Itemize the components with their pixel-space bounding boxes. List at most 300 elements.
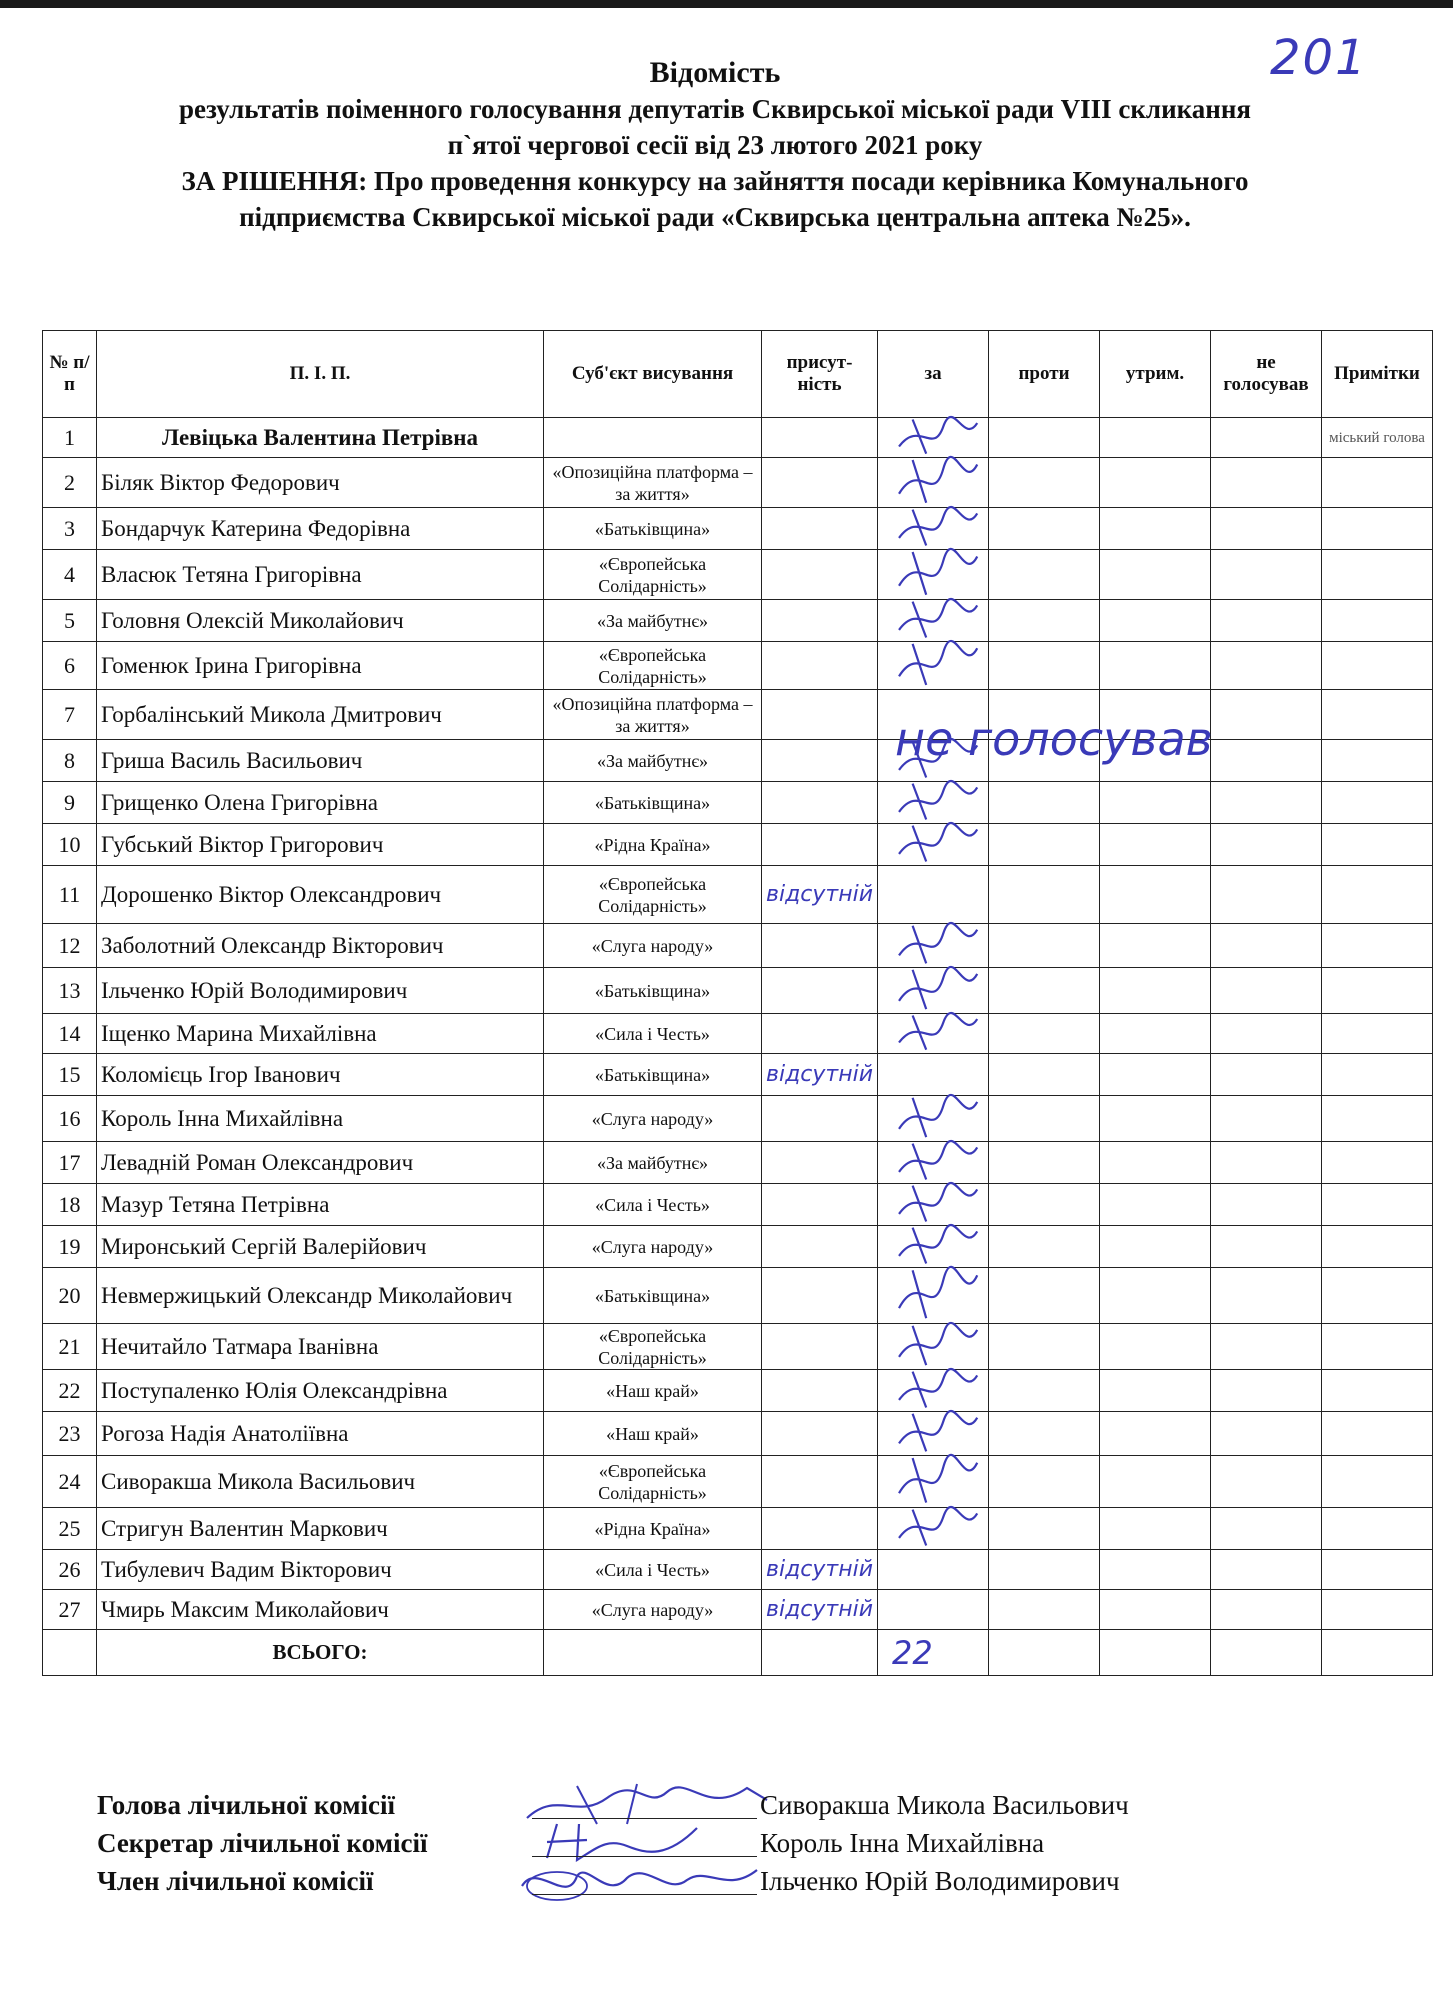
vote-against-cell xyxy=(989,1550,1100,1590)
not-voted-cell xyxy=(1211,1412,1322,1456)
nominating-party: «Рідна Країна» xyxy=(544,824,762,866)
note-cell xyxy=(1322,1096,1433,1142)
nominating-party: «Слуга народу» xyxy=(544,1226,762,1268)
row-number: 24 xyxy=(43,1456,97,1508)
decision-line-2: підприємства Сквирської міської ради «Сквирська центральна аптека №25». xyxy=(239,202,1191,232)
row-number: 11 xyxy=(43,866,97,924)
table-row xyxy=(43,458,1433,508)
member-name: Ільченко Юрій Володимирович xyxy=(760,1866,1120,1896)
presence-mark: відсутній xyxy=(762,1590,878,1630)
not-voted-cell xyxy=(1211,1456,1322,1508)
nominating-party: «За майбутнє» xyxy=(544,740,762,782)
vote-against-cell xyxy=(989,1184,1100,1226)
vote-abstain-cell xyxy=(1100,1226,1211,1268)
table-row xyxy=(43,418,1433,458)
vote-against-cell xyxy=(989,1226,1100,1268)
nominating-party: «Опозиційна платформа – за життя» xyxy=(544,690,762,740)
table-row xyxy=(43,1550,1433,1590)
table-row xyxy=(43,1054,1433,1096)
vote-for-cell xyxy=(878,1054,989,1096)
vote-against-cell xyxy=(989,1456,1100,1508)
note-cell xyxy=(1322,740,1433,782)
vote-against-cell xyxy=(989,458,1100,508)
note-cell xyxy=(1322,550,1433,600)
vote-abstain-cell xyxy=(1100,866,1211,924)
vote-against-cell xyxy=(989,1590,1100,1630)
table-row xyxy=(43,1142,1433,1184)
vote-for-cell xyxy=(878,508,989,550)
member-signature-icon xyxy=(517,1856,777,1904)
table-row xyxy=(43,1508,1433,1550)
row-number: 13 xyxy=(43,968,97,1014)
note-cell xyxy=(1322,1370,1433,1412)
deputy-name: Коломієць Ігор Іванович xyxy=(97,1054,544,1096)
nominating-party: «Батьківщина» xyxy=(544,1268,762,1324)
total-row xyxy=(43,1630,1433,1676)
vote-for-cell xyxy=(878,866,989,924)
presence-mark xyxy=(762,1456,878,1508)
table-row xyxy=(43,824,1433,866)
deputy-name: Невмержицький Олександр Миколайович xyxy=(97,1268,544,1324)
vote-abstain-cell xyxy=(1100,824,1211,866)
note-cell xyxy=(1322,924,1433,968)
presence-mark xyxy=(762,1268,878,1324)
vote-abstain-cell xyxy=(1100,1014,1211,1054)
vote-abstain-cell xyxy=(1100,1142,1211,1184)
vote-abstain-cell xyxy=(1100,968,1211,1014)
not-voted-cell xyxy=(1211,418,1322,458)
presence-mark xyxy=(762,1096,878,1142)
deputy-name: Заболотний Олександр Вікторович xyxy=(97,924,544,968)
vote-abstain-cell xyxy=(1100,1370,1211,1412)
vote-against-cell xyxy=(989,508,1100,550)
header-not-voted: не голосував xyxy=(1211,331,1322,418)
row-number: 20 xyxy=(43,1268,97,1324)
vote-against-cell xyxy=(989,824,1100,866)
vote-against-cell xyxy=(989,418,1100,458)
table-row xyxy=(43,1370,1433,1412)
table-row xyxy=(43,968,1433,1014)
presence-mark xyxy=(762,782,878,824)
row-number: 12 xyxy=(43,924,97,968)
vote-for-cell xyxy=(878,968,989,1014)
table-row xyxy=(43,1184,1433,1226)
not-voted-cell xyxy=(1211,1590,1322,1630)
note-cell xyxy=(1322,824,1433,866)
deputy-name: Біляк Віктор Федорович xyxy=(97,458,544,508)
deputy-name: Власюк Тетяна Григорівна xyxy=(97,550,544,600)
vote-abstain-cell xyxy=(1100,1324,1211,1370)
vote-abstain-cell xyxy=(1100,642,1211,690)
note-cell xyxy=(1322,1590,1433,1630)
vote-for-cell xyxy=(878,1324,989,1370)
row-number: 2 xyxy=(43,458,97,508)
deputy-name: Грищенко Олена Григорівна xyxy=(97,782,544,824)
table-row xyxy=(43,740,1433,782)
row-number: 9 xyxy=(43,782,97,824)
note-cell xyxy=(1322,1324,1433,1370)
member-signature-line xyxy=(532,1894,757,1895)
vote-for-cell xyxy=(878,1014,989,1054)
presence-mark xyxy=(762,1508,878,1550)
not-voted-cell xyxy=(1211,1226,1322,1268)
total-party-cell xyxy=(544,1630,762,1676)
note-cell xyxy=(1322,600,1433,642)
scan-edge xyxy=(0,0,1453,8)
vote-abstain-cell xyxy=(1100,550,1211,600)
nominating-party: «Європейська Солідарність» xyxy=(544,1456,762,1508)
row-number: 7 xyxy=(43,690,97,740)
vote-against-cell xyxy=(989,1412,1100,1456)
vote-against-cell xyxy=(989,1324,1100,1370)
table-row xyxy=(43,1014,1433,1054)
row-number: 4 xyxy=(43,550,97,600)
not-voted-cell xyxy=(1211,1142,1322,1184)
vote-for-cell xyxy=(878,1456,989,1508)
vote-for-cell xyxy=(878,642,989,690)
vote-abstain-cell xyxy=(1100,782,1211,824)
not-voted-cell xyxy=(1211,690,1322,740)
presence-mark xyxy=(762,968,878,1014)
table-row xyxy=(43,508,1433,550)
header-num: № п/п xyxy=(43,331,97,418)
note-cell xyxy=(1322,1508,1433,1550)
vote-against-cell xyxy=(989,866,1100,924)
total-present-cell xyxy=(762,1630,878,1676)
not-voted-cell xyxy=(1211,1014,1322,1054)
note-cell xyxy=(1322,1054,1433,1096)
presence-mark xyxy=(762,550,878,600)
row-number: 22 xyxy=(43,1370,97,1412)
deputy-name: Левадній Роман Олександрович xyxy=(97,1142,544,1184)
presence-mark xyxy=(762,1014,878,1054)
vote-against-cell xyxy=(989,600,1100,642)
note-cell xyxy=(1322,1412,1433,1456)
table-row xyxy=(43,550,1433,600)
not-voted-cell xyxy=(1211,1324,1322,1370)
row-number: 19 xyxy=(43,1226,97,1268)
vote-abstain-cell xyxy=(1100,924,1211,968)
vote-for-cell xyxy=(878,1268,989,1324)
presence-mark xyxy=(762,418,878,458)
header-for: за xyxy=(878,331,989,418)
not-voted-cell xyxy=(1211,642,1322,690)
vote-against-cell xyxy=(989,924,1100,968)
handwritten-page-number: 201 xyxy=(1270,30,1368,86)
presence-mark xyxy=(762,740,878,782)
vote-abstain-cell xyxy=(1100,1054,1211,1096)
not-voted-cell xyxy=(1211,458,1322,508)
table-row xyxy=(43,690,1433,740)
vote-abstain-cell xyxy=(1100,1096,1211,1142)
nominating-party: «Батьківщина» xyxy=(544,782,762,824)
vote-for-cell xyxy=(878,1508,989,1550)
not-voted-cell xyxy=(1211,924,1322,968)
vote-for-cell xyxy=(878,1412,989,1456)
header-against: проти xyxy=(989,331,1100,418)
vote-abstain-cell xyxy=(1100,508,1211,550)
vote-abstain-cell xyxy=(1100,1508,1211,1550)
header-present: присут-ність xyxy=(762,331,878,418)
nominating-party: «Слуга народу» xyxy=(544,1590,762,1630)
secretary-role: Секретар лічильної комісії xyxy=(97,1828,428,1858)
note-cell xyxy=(1322,1226,1433,1268)
nominating-party: «Європейська Солідарність» xyxy=(544,550,762,600)
not-voted-cell xyxy=(1211,782,1322,824)
vote-against-cell xyxy=(989,1508,1100,1550)
deputy-name: Чмирь Максим Миколайович xyxy=(97,1590,544,1630)
vote-against-cell xyxy=(989,782,1100,824)
vote-against-cell xyxy=(989,1142,1100,1184)
document-header xyxy=(60,55,1370,235)
table-row xyxy=(43,1412,1433,1456)
nominating-party: «Сила і Честь» xyxy=(544,1184,762,1226)
total-label: ВСЬОГО: xyxy=(97,1630,544,1676)
row-number: 23 xyxy=(43,1412,97,1456)
presence-mark xyxy=(762,1184,878,1226)
not-voted-cell xyxy=(1211,968,1322,1014)
note-cell xyxy=(1322,1268,1433,1324)
not-voted-cell xyxy=(1211,600,1322,642)
row-number: 16 xyxy=(43,1096,97,1142)
deputy-name: Бондарчук Катерина Федорівна xyxy=(97,508,544,550)
presence-mark xyxy=(762,1142,878,1184)
subtitle-line-2: п`ятої чергової сесії від 23 лютого 2021 року xyxy=(447,130,983,160)
total-num-cell xyxy=(43,1630,97,1676)
total-against-cell xyxy=(989,1630,1100,1676)
vote-for-cell xyxy=(878,1226,989,1268)
not-voted-cell xyxy=(1211,1370,1322,1412)
nominating-party: «Європейська Солідарність» xyxy=(544,642,762,690)
note-cell xyxy=(1322,1184,1433,1226)
row-number: 17 xyxy=(43,1142,97,1184)
nominating-party: «Батьківщина» xyxy=(544,1054,762,1096)
vote-for-cell xyxy=(878,1590,989,1630)
deputy-name: Нечитайло Татмара Іванівна xyxy=(97,1324,544,1370)
deputy-name: Гоменюк Ірина Григорівна xyxy=(97,642,544,690)
table-row xyxy=(43,1226,1433,1268)
total-note-cell xyxy=(1322,1630,1433,1676)
vote-abstain-cell xyxy=(1100,1412,1211,1456)
vote-for-cell xyxy=(878,1370,989,1412)
row-number: 10 xyxy=(43,824,97,866)
not-voted-cell xyxy=(1211,1096,1322,1142)
nominating-party: «Наш край» xyxy=(544,1412,762,1456)
vote-against-cell xyxy=(989,968,1100,1014)
row-number: 26 xyxy=(43,1550,97,1590)
header-name: П. І. П. xyxy=(97,331,544,418)
deputy-name: Мазур Тетяна Петрівна xyxy=(97,1184,544,1226)
row-number: 3 xyxy=(43,508,97,550)
not-voted-cell xyxy=(1211,508,1322,550)
nominating-party: «Рідна Країна» xyxy=(544,1508,762,1550)
note-cell xyxy=(1322,782,1433,824)
note-cell xyxy=(1322,642,1433,690)
vote-abstain-cell xyxy=(1100,1268,1211,1324)
nominating-party: «За майбутнє» xyxy=(544,1142,762,1184)
vote-for-cell xyxy=(878,550,989,600)
presence-mark xyxy=(762,600,878,642)
presence-mark xyxy=(762,824,878,866)
document-title: Відомість xyxy=(649,56,781,89)
member-role: Член лічильної комісії xyxy=(97,1866,374,1896)
presence-mark xyxy=(762,1370,878,1412)
deputy-name: Стригун Валентин Маркович xyxy=(97,1508,544,1550)
vote-against-cell xyxy=(989,1054,1100,1096)
table-row xyxy=(43,1324,1433,1370)
vote-against-cell xyxy=(989,1014,1100,1054)
header-abstain: утрим. xyxy=(1100,331,1211,418)
note-cell xyxy=(1322,458,1433,508)
note-cell xyxy=(1322,866,1433,924)
not-voted-cell xyxy=(1211,866,1322,924)
vote-for-cell xyxy=(878,600,989,642)
voting-table xyxy=(42,330,1433,1676)
vote-for-cell xyxy=(878,1184,989,1226)
not-voted-cell xyxy=(1211,824,1322,866)
table-row xyxy=(43,1096,1433,1142)
not-voted-cell xyxy=(1211,740,1322,782)
vote-abstain-cell xyxy=(1100,1590,1211,1630)
commission-signatures xyxy=(97,1790,1247,1904)
vote-abstain-cell xyxy=(1100,600,1211,642)
presence-mark xyxy=(762,1226,878,1268)
deputy-name: Ільченко Юрій Володимирович xyxy=(97,968,544,1014)
note-cell xyxy=(1322,1014,1433,1054)
row-number: 6 xyxy=(43,642,97,690)
total-not-voted-cell xyxy=(1211,1630,1322,1676)
row-number: 25 xyxy=(43,1508,97,1550)
deputy-name: Король Інна Михайлівна xyxy=(97,1096,544,1142)
deputy-name: Рогоза Надія Анатоліївна xyxy=(97,1412,544,1456)
not-voted-cell xyxy=(1211,1268,1322,1324)
row-number: 15 xyxy=(43,1054,97,1096)
table-row xyxy=(43,1268,1433,1324)
not-voted-cell xyxy=(1211,550,1322,600)
deputy-name: Поступаленко Юлія Олександрівна xyxy=(97,1370,544,1412)
vote-for-cell xyxy=(878,782,989,824)
note-cell xyxy=(1322,1550,1433,1590)
vote-abstain-cell xyxy=(1100,1550,1211,1590)
presence-mark: відсутній xyxy=(762,1054,878,1096)
deputy-name: Левіцька Валентина Петрівна xyxy=(97,418,544,458)
vote-abstain-cell xyxy=(1100,1184,1211,1226)
presence-mark xyxy=(762,642,878,690)
nominating-party: «Батьківщина» xyxy=(544,968,762,1014)
row-number: 18 xyxy=(43,1184,97,1226)
nominating-party xyxy=(544,418,762,458)
nominating-party: «Наш край» xyxy=(544,1370,762,1412)
table-body xyxy=(43,418,1433,1630)
signature-row-member xyxy=(97,1866,1247,1904)
presence-mark xyxy=(762,508,878,550)
table-row xyxy=(43,1590,1433,1630)
vote-abstain-cell xyxy=(1100,458,1211,508)
row-number: 27 xyxy=(43,1590,97,1630)
presence-mark: відсутній xyxy=(762,1550,878,1590)
presence-mark xyxy=(762,690,878,740)
subtitle-line-1: результатів поіменного голосування депутатів Сквирської міської ради VIII скликання xyxy=(178,94,1252,124)
deputy-name: Дорошенко Віктор Олександрович xyxy=(97,866,544,924)
row-number: 1 xyxy=(43,418,97,458)
presence-mark: відсутній xyxy=(762,866,878,924)
nominating-party: «Європейська Солідарність» xyxy=(544,1324,762,1370)
deputy-name: Сиворакша Микола Васильович xyxy=(97,1456,544,1508)
row-number: 5 xyxy=(43,600,97,642)
nominating-party: «Слуга народу» xyxy=(544,924,762,968)
vote-for-cell xyxy=(878,924,989,968)
vote-against-cell xyxy=(989,550,1100,600)
vote-against-cell xyxy=(989,1268,1100,1324)
total-for-count: 22 xyxy=(878,1630,989,1676)
secretary-name: Король Інна Михайлівна xyxy=(760,1828,1045,1858)
table-row xyxy=(43,1456,1433,1508)
deputy-name: Іщенко Марина Михайлівна xyxy=(97,1014,544,1054)
row-number: 21 xyxy=(43,1324,97,1370)
table-row xyxy=(43,782,1433,824)
not-voted-cell xyxy=(1211,1184,1322,1226)
note-cell xyxy=(1322,1142,1433,1184)
row-number: 14 xyxy=(43,1014,97,1054)
presence-mark xyxy=(762,1412,878,1456)
table-row xyxy=(43,642,1433,690)
note-cell: міський голова xyxy=(1322,418,1433,458)
vote-against-cell xyxy=(989,1370,1100,1412)
deputy-name: Миронський Сергій Валерійович xyxy=(97,1226,544,1268)
not-voted-handwritten-note: не голосував xyxy=(895,712,1213,766)
total-abstain-cell xyxy=(1100,1630,1211,1676)
vote-for-cell xyxy=(878,1550,989,1590)
chair-role: Голова лічильної комісії xyxy=(97,1790,395,1820)
vote-for-cell xyxy=(878,458,989,508)
vote-for-cell xyxy=(878,1142,989,1184)
vote-for-cell xyxy=(878,824,989,866)
presence-mark xyxy=(762,924,878,968)
nominating-party: «Слуга народу» xyxy=(544,1096,762,1142)
deputy-name: Губський Віктор Григорович xyxy=(97,824,544,866)
row-number: 8 xyxy=(43,740,97,782)
nominating-party: «Опозиційна платформа – за життя» xyxy=(544,458,762,508)
table-header-row xyxy=(43,331,1433,418)
vote-for-cell xyxy=(878,418,989,458)
vote-against-cell xyxy=(989,1096,1100,1142)
note-cell xyxy=(1322,508,1433,550)
presence-mark xyxy=(762,458,878,508)
header-party: Суб'єкт висування xyxy=(544,331,762,418)
not-voted-cell xyxy=(1211,1054,1322,1096)
table-row xyxy=(43,600,1433,642)
not-voted-cell xyxy=(1211,1550,1322,1590)
deputy-name: Тибулевич Вадим Вікторович xyxy=(97,1550,544,1590)
note-cell xyxy=(1322,1456,1433,1508)
table-row xyxy=(43,866,1433,924)
decision-line-1: ЗА РІШЕННЯ: Про проведення конкурсу на зайняття посади керівника Комунального xyxy=(181,166,1249,196)
note-cell xyxy=(1322,968,1433,1014)
vote-abstain-cell xyxy=(1100,418,1211,458)
nominating-party: «Європейська Солідарність» xyxy=(544,866,762,924)
chair-name: Сиворакша Микола Васильович xyxy=(760,1790,1129,1820)
nominating-party: «Сила і Честь» xyxy=(544,1550,762,1590)
deputy-name: Гриша Василь Васильович xyxy=(97,740,544,782)
deputy-name: Горбалінський Микола Дмитрович xyxy=(97,690,544,740)
vote-against-cell xyxy=(989,642,1100,690)
table-row xyxy=(43,924,1433,968)
nominating-party: «За майбутнє» xyxy=(544,600,762,642)
note-cell xyxy=(1322,690,1433,740)
presence-mark xyxy=(762,1324,878,1370)
vote-for-cell xyxy=(878,1096,989,1142)
deputy-name: Головня Олексій Миколайович xyxy=(97,600,544,642)
